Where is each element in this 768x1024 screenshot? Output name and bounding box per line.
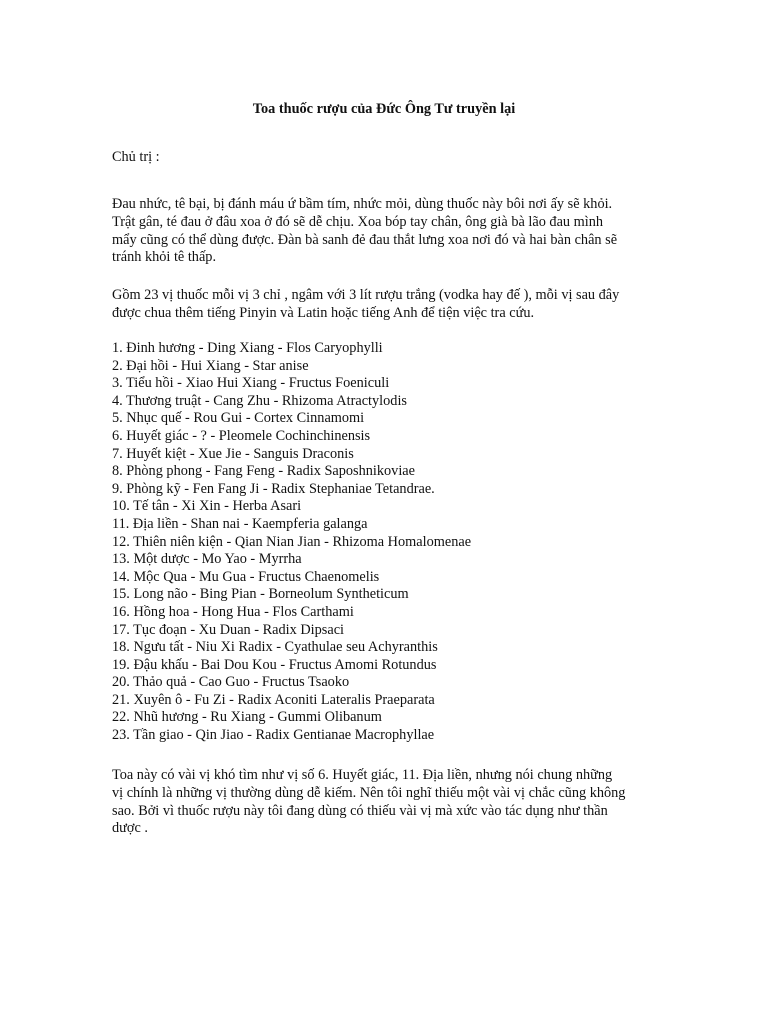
ingredient-item: 13. Một dược - Mo Yao - Myrrha xyxy=(112,551,302,568)
intro-line: Trật gân, té đau ở đâu xoa ở đó sẽ dễ chịu. Xoa bóp tay chân, ông già bà lão đau mình xyxy=(112,213,604,230)
indications-heading-block xyxy=(112,149,672,167)
ingredient-item: 5. Nhục quế - Rou Gui - Cortex Cinnamomi xyxy=(112,410,365,427)
ingredient-list xyxy=(112,340,672,745)
ingredient-item: 12. Thiên niên kiện - Qian Nian Jian - Rhizoma Homalomenae xyxy=(112,533,472,550)
composition-line: được chua thêm tiếng Pinyin và Latin hoặc tiếng Anh để tiện việc tra cứu. xyxy=(112,304,535,321)
intro-line: tránh khỏi tê thấp. xyxy=(112,249,217,266)
document-title: Toa thuốc rượu của Đức Ông Tư truyền lại xyxy=(252,101,516,117)
ingredient-item: 16. Hồng hoa - Hong Hua - Flos Carthami xyxy=(112,603,354,620)
indications-heading: Chủ trị : xyxy=(112,149,160,165)
ingredient-item: 4. Thương truật - Cang Zhu - Rhizoma Atractylodis xyxy=(112,392,407,409)
ingredient-item: 14. Mộc Qua - Mu Gua - Fructus Chaenomelis xyxy=(112,568,380,585)
ingredient-item: 3. Tiểu hồi - Xiao Hui Xiang - Fructus Foeniculi xyxy=(112,375,390,392)
closing-line: Toa này có vài vị khó tìm như vị số 6. Huyết giác, 11. Địa liền, nhưng nói chung những xyxy=(112,767,613,783)
intro-paragraph xyxy=(112,196,672,267)
ingredient-item: 6. Huyết giác - ? - Pleomele Cochinchinensis xyxy=(112,427,371,444)
ingredient-item: 10. Tế tân - Xi Xin - Herba Asari xyxy=(112,498,302,515)
ingredient-item: 15. Long não - Bing Pian - Borneolum Syntheticum xyxy=(112,586,409,603)
ingredient-item: 11. Địa liền - Shan nai - Kaempferia galanga xyxy=(112,515,368,532)
ingredient-item: 18. Ngưu tất - Niu Xi Radix - Cyathulae seu Achyranthis xyxy=(112,639,438,656)
ingredient-item: 22. Nhũ hương - Ru Xiang - Gummi Olibanum xyxy=(112,709,382,726)
closing-paragraph xyxy=(112,767,672,838)
composition-line: Gồm 23 vị thuốc mỗi vị 3 chỉ , ngâm với 3 lít rượu trắng (vodka hay đế ), mỗi vị sau đây xyxy=(112,287,620,303)
ingredient-item: 23. Tần giao - Qin Jiao - Radix Gentianae Macrophyllae xyxy=(112,727,435,744)
ingredient-item: 19. Đậu khấu - Bai Dou Kou - Fructus Amomi Rotundus xyxy=(112,656,437,673)
ingredient-item: 20. Thảo quả - Cao Guo - Fructus Tsaoko xyxy=(112,674,350,691)
ingredient-item: 17. Tục đoạn - Xu Duan - Radix Dipsaci xyxy=(112,621,345,638)
composition-paragraph xyxy=(112,287,672,323)
intro-line: Đau nhức, tê bại, bị đánh máu ứ bầm tím, nhức mỏi, dùng thuốc này bôi nơi ấy sẽ khỏi. xyxy=(112,196,613,212)
ingredient-item: 2. Đại hồi - Hui Xiang - Star anise xyxy=(112,357,309,374)
ingredient-item: 21. Xuyên ô - Fu Zi - Radix Aconiti Lateralis Praeparata xyxy=(112,691,435,708)
closing-line: sao. Bởi vì thuốc rượu này tôi đang dùng có thiếu vài vị mà xức vào tác dụng như thần xyxy=(112,802,608,819)
ingredient-item: 7. Huyết kiệt - Xue Jie - Sanguis Draconis xyxy=(112,445,354,462)
ingredient-item: 9. Phòng kỹ - Fen Fang Ji - Radix Stephaniae Tetandrae. xyxy=(112,480,435,497)
closing-line: vị chính là những vị thường dùng dễ kiếm. Nên tôi nghĩ thiếu một vài vị chắc cũng không xyxy=(112,784,626,801)
ingredient-item: 8. Phòng phong - Fang Feng - Radix Saposhnikoviae xyxy=(112,463,415,480)
closing-line: dược . xyxy=(112,820,148,837)
intro-line: mẩy cũng có thể dùng được. Đàn bà sanh đẻ đau thắt lưng xoa nơi đó và hai bàn chân sẽ xyxy=(112,231,618,248)
ingredient-item: 1. Đinh hương - Ding Xiang - Flos Caryophylli xyxy=(112,340,383,356)
